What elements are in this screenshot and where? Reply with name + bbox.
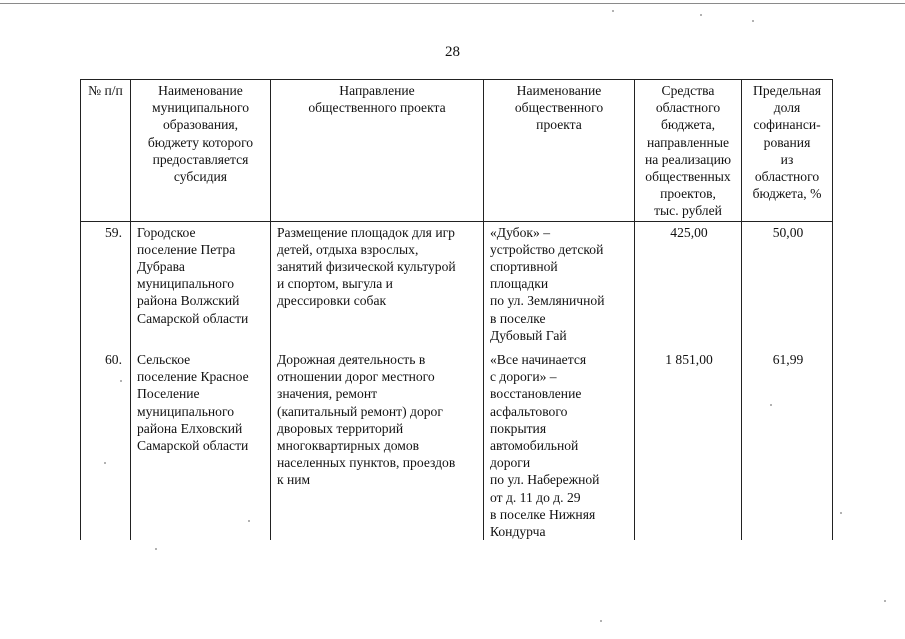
- share-cell: 61,99: [742, 344, 833, 540]
- cell-line: по ул. Набережной: [490, 472, 600, 488]
- header-project-direction: [271, 80, 484, 222]
- cell-line: от д. 11 до д. 29: [490, 489, 581, 505]
- cell-line: субсидия: [173, 169, 228, 185]
- scan-speck: [612, 10, 614, 12]
- cell-line: муниципального: [137, 403, 235, 419]
- table-row: [81, 221, 833, 344]
- cell-line: с дороги» –: [490, 369, 557, 385]
- cell-line: района Елховский: [137, 420, 243, 436]
- scan-speck: [752, 20, 754, 22]
- cell-line: дворовых территорий: [277, 420, 404, 436]
- cell-line: бюджета,: [660, 117, 716, 133]
- cell-line: общественных: [645, 169, 731, 185]
- header-project-name: [484, 80, 635, 222]
- cell-line: автомобильной: [490, 438, 579, 454]
- cell-line: Городское: [137, 224, 196, 240]
- cell-line: населенных пунктов, проездов: [277, 455, 456, 471]
- cell-line: к ним: [277, 472, 311, 488]
- scan-speck: [155, 548, 157, 550]
- subsidy-table: [80, 79, 833, 540]
- row-number: 60.: [81, 344, 131, 540]
- funds-cell: 425,00: [635, 221, 742, 344]
- scan-speck: [700, 14, 702, 16]
- cell-line: Самарской области: [137, 438, 249, 454]
- cell-line: асфальтового: [490, 403, 568, 419]
- table-header-row: [81, 80, 833, 222]
- cell-line: бюджета, %: [752, 186, 822, 202]
- share-cell: 50,00: [742, 221, 833, 344]
- header-municipality: [131, 80, 271, 222]
- cell-line: областного: [754, 169, 820, 185]
- cell-line: Поселение: [137, 386, 200, 402]
- cell-line: восстановление: [490, 386, 582, 402]
- direction-cell: [271, 221, 484, 344]
- cell-line: образования,: [162, 117, 239, 133]
- cell-line: площадки: [490, 276, 549, 292]
- cell-line: поселение Петра: [137, 241, 236, 257]
- cell-line: устройство детской: [490, 241, 604, 257]
- scan-speck: [840, 512, 842, 514]
- cell-line: в поселке: [490, 310, 546, 326]
- scan-speck: [120, 380, 122, 382]
- scan-speck: [104, 462, 106, 464]
- table-row: [81, 344, 833, 540]
- cell-line: отношении дорог местного: [277, 369, 435, 385]
- direction-cell: [271, 344, 484, 540]
- page-number: 28: [445, 44, 460, 60]
- cell-line: проектов,: [660, 186, 716, 202]
- cell-line: Дорожная деятельность в: [277, 352, 426, 368]
- cell-line: Предельная: [753, 83, 821, 98]
- scan-speck: [600, 620, 602, 622]
- cell-line: Средства: [661, 83, 715, 98]
- cell-line: тыс. рублей: [654, 203, 722, 219]
- cell-line: занятий физической культурой: [277, 259, 456, 275]
- cell-line: «Дубок» –: [490, 224, 550, 240]
- row-number: 59.: [81, 221, 131, 344]
- project-cell: [484, 344, 635, 540]
- scan-speck: [770, 404, 772, 406]
- header-cofinancing-share: [742, 80, 833, 222]
- cell-line: Размещение площадок для игр: [277, 224, 455, 240]
- cell-line: предоставляется: [152, 151, 249, 167]
- cell-line: № п/п: [88, 83, 123, 98]
- cell-line: и спортом, выгула и: [277, 276, 393, 292]
- scan-speck: [884, 600, 886, 602]
- cell-line: «Все начинается: [490, 352, 587, 368]
- cell-line: дороги: [490, 455, 531, 471]
- municipality-cell: [131, 344, 271, 540]
- cell-line: Самарской области: [137, 310, 249, 326]
- cell-line: многоквартирных домов: [277, 438, 420, 454]
- cell-line: общественного: [514, 100, 604, 116]
- cell-line: Кондурча: [490, 524, 546, 540]
- cell-line: покрытия: [490, 420, 547, 436]
- cell-line: (капитальный ремонт) дорог: [277, 403, 443, 419]
- funds-cell: 1 851,00: [635, 344, 742, 540]
- cell-line: по ул. Земляничной: [490, 293, 605, 309]
- header-regional-funds: [635, 80, 742, 222]
- cell-line: Сельское: [137, 352, 191, 368]
- cell-line: рования: [763, 134, 811, 150]
- cell-line: бюджету которого: [147, 134, 254, 150]
- cell-line: спортивной: [490, 259, 558, 275]
- cell-line: из: [780, 151, 794, 167]
- cell-line: муниципального: [137, 276, 235, 292]
- cell-line: детей, отдыха взрослых,: [277, 241, 419, 257]
- scan-speck: [248, 520, 250, 522]
- project-cell: [484, 221, 635, 344]
- cell-line: Дубовый Гай: [490, 327, 567, 343]
- cell-line: поселение Красное: [137, 369, 249, 385]
- cell-line: Направление: [339, 83, 415, 98]
- cell-line: доля: [773, 100, 801, 116]
- cell-line: проекта: [536, 117, 582, 133]
- cell-line: направленные: [646, 134, 729, 150]
- cell-line: муниципального: [151, 100, 249, 116]
- cell-line: значения, ремонт: [277, 386, 378, 402]
- scan-top-edge-line: [0, 3, 905, 4]
- cell-line: софинанси-: [753, 117, 821, 133]
- cell-line: областного: [655, 100, 721, 116]
- cell-line: общественного проекта: [308, 100, 446, 116]
- cell-line: Дубрава: [137, 259, 185, 275]
- cell-line: Наименование: [158, 83, 243, 98]
- cell-line: Наименование: [516, 83, 602, 98]
- cell-line: дрессировки собак: [277, 293, 387, 309]
- header-number: [81, 80, 131, 222]
- cell-line: района Волжский: [137, 293, 240, 309]
- cell-line: в поселке Нижняя: [490, 506, 596, 522]
- cell-line: на реализацию: [644, 151, 732, 167]
- municipality-cell: [131, 221, 271, 344]
